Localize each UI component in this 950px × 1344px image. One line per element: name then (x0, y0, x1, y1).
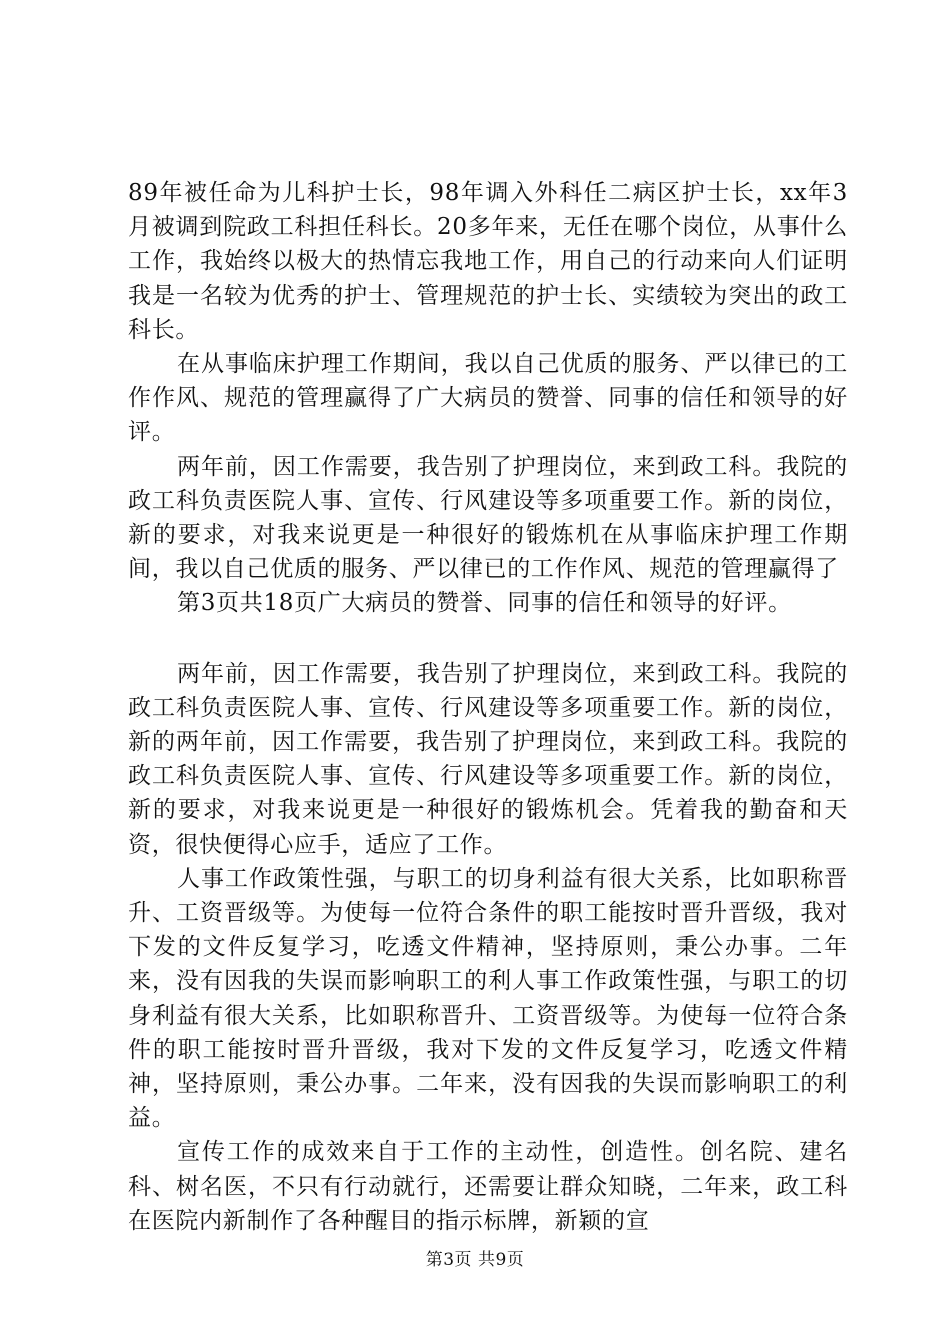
paragraph-gap (128, 621, 848, 657)
paragraph: 两年前，因工作需要，我告别了护理岗位，来到政工科。我院的政工科负责医院人事、宣传、行风建设等多项重要工作。新的岗位，新的两年前，因工作需要，我告别了护理岗位，来到政工科。我院的政工科负责医院人事、宣传、行风建设等多项重要工作。新的岗位，新的要求，对我来说更是一种很好的锻炼机会。凭着我的勤奋和天资，很快便得心应手，适应了工作。 (128, 660, 848, 858)
paragraph: 两年前，因工作需要，我告别了护理岗位，来到政工科。我院的政工科负责医院人事、宣传、行风建设等多项重要工作。新的岗位，新的要求，对我来说更是一种很好的锻炼机在从事临床护理工作期间，我以自己优质的服务、严以律已的工作作风、规范的管理赢得了 (128, 453, 848, 583)
body-text (128, 176, 848, 1238)
paragraph: 宣传工作的成效来自于工作的主动性，创造性。创名院、建名科、树名医，不只有行动就行，还需要让群众知晓，二年来，政工科在医院内新制作了各种醒目的指示标牌，新颖的宣 (128, 1139, 848, 1234)
paragraph: 89年被任命为儿科护士长，98年调入外科任二病区护士长，xx年3月被调到院政工科担任科长。20多年来，无任在哪个岗位，从事什么工作，我始终以极大的热情忘我地工作，用自己的行动来向人们证明我是一名较为优秀的护士、管理规范的护士长、实绩较为突出的政工科长。 (128, 180, 848, 343)
paragraph: 在从事临床护理工作期间，我以自己优质的服务、严以律已的工作作风、规范的管理赢得了广大病员的赞誉、同事的信任和领导的好评。 (128, 351, 848, 446)
page-footer: 第3页 共9页 (425, 1250, 525, 1270)
paragraph: 第3页共18页广大病员的赞誉、同事的信任和领导的好评。 (177, 590, 792, 617)
paragraph: 人事工作政策性强，与职工的切身利益有很大关系，比如职称晋升、工资晋级等。为使每一位符合条件的职工能按时晋升晋级，我对下发的文件反复学习，吃透文件精神，坚持原则，秉公办事。二年来，没有因我的失误而影响职工的利人事工作政策性强，与职工的切身利益有很大关系，比如职称晋升、工资晋级等。为使每一位符合条件的职工能按时晋升晋级，我对下发的文件反复学习，吃透文件精神，坚持原则，秉公办事。二年来，没有因我的失误而影响职工的利益。 (128, 865, 848, 1132)
